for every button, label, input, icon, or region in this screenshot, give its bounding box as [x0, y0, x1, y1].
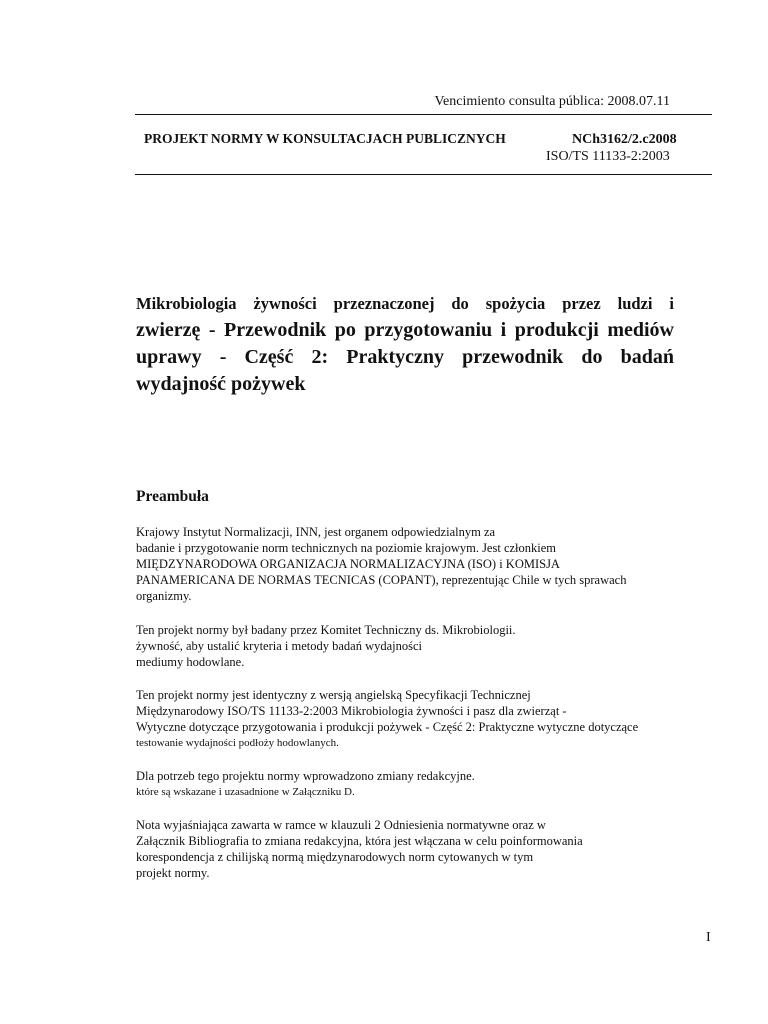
paragraph-editorial: [136, 768, 661, 800]
paragraph-line: mediumy hodowlane.: [136, 655, 245, 669]
consultation-deadline-note: Vencimiento consulta pública: 2008.07.11: [434, 94, 670, 109]
paragraph-line: Dla potrzeb tego projektu normy wprowadzono zmiany redakcyjne.: [136, 769, 475, 783]
project-label: PROJEKT NORMY W KONSULTACJACH PUBLICZNYCH: [144, 131, 506, 146]
paragraph-institute: [136, 524, 661, 604]
paragraph-line: badanie i przygotowanie norm technicznych na poziomie krajowym. Jest członkiem: [136, 541, 557, 555]
paragraph-line: testowanie wydajności podłoży hodowlanych.: [136, 737, 339, 749]
page-number: I: [706, 930, 711, 945]
header-rule-bottom: [135, 174, 712, 175]
iso-code: ISO/TS 11133-2:2003: [546, 149, 670, 164]
title-line: uprawy - Część 2: Praktyczny przewodnik do badań: [136, 346, 674, 368]
title-line: zwierzę - Przewodnik po przygotowaniu i produkcji mediów: [136, 319, 674, 341]
norm-code: NCh3162/2.c2008: [572, 132, 677, 147]
paragraph-line: MIĘDZYNARODOWA ORGANIZACJA NORMALIZACYJNA (ISO) i KOMISJA: [136, 557, 560, 571]
paragraph-line: Międzynarodowy ISO/TS 11133-2:2003 Mikrobiologia żywności i pasz dla zwierząt -: [136, 704, 567, 718]
paragraph-identical: [136, 687, 661, 751]
title-line: Mikrobiologia żywności przeznaczonej do spożycia przez ludzi i: [136, 294, 674, 313]
paragraph-line: korespondencja z chilijską normą międzynarodowych norm cytowanych w tym: [136, 850, 534, 864]
paragraph-line: żywność, aby ustalić kryteria i metody badań wydajności: [136, 639, 423, 653]
paragraph-line: które są wskazane i uzasadnione w Załączniku D.: [136, 786, 355, 798]
paragraph-committee: [136, 622, 661, 670]
paragraph-line: Ten projekt normy jest identyczny z wersją angielską Specyfikacji Technicznej: [136, 688, 531, 702]
paragraph-line: organizmy.: [136, 589, 192, 603]
paragraph-line: Nota wyjaśniająca zawarta w ramce w klauzuli 2 Odniesienia normatywne oraz w: [136, 818, 546, 832]
paragraph-line: Wytyczne dotyczące przygotowania i produkcji pożywek - Część 2: Praktyczne wytyczne dotyczące: [136, 720, 639, 734]
paragraph-line: Krajowy Instytut Normalizacji, INN, jest organem odpowiedzialnym za: [136, 525, 496, 539]
paragraph-line: Ten projekt normy był badany przez Komitet Techniczny ds. Mikrobiologii.: [136, 623, 516, 637]
title-line: wydajność pożywek: [136, 373, 306, 395]
paragraph-line: Załącznik Bibliografia to zmiana redakcyjna, która jest włączana w celu poinformowania: [136, 834, 583, 848]
section-heading: Preambuła: [136, 488, 209, 505]
header-rule-top: [135, 114, 712, 115]
paragraph-line: PANAMERICANA DE NORMAS TECNICAS (COPANT), reprezentując Chile w tych sprawach: [136, 573, 627, 587]
paragraph-note: [136, 817, 661, 881]
paragraph-line: projekt normy.: [136, 866, 210, 880]
document-title: [136, 290, 674, 398]
